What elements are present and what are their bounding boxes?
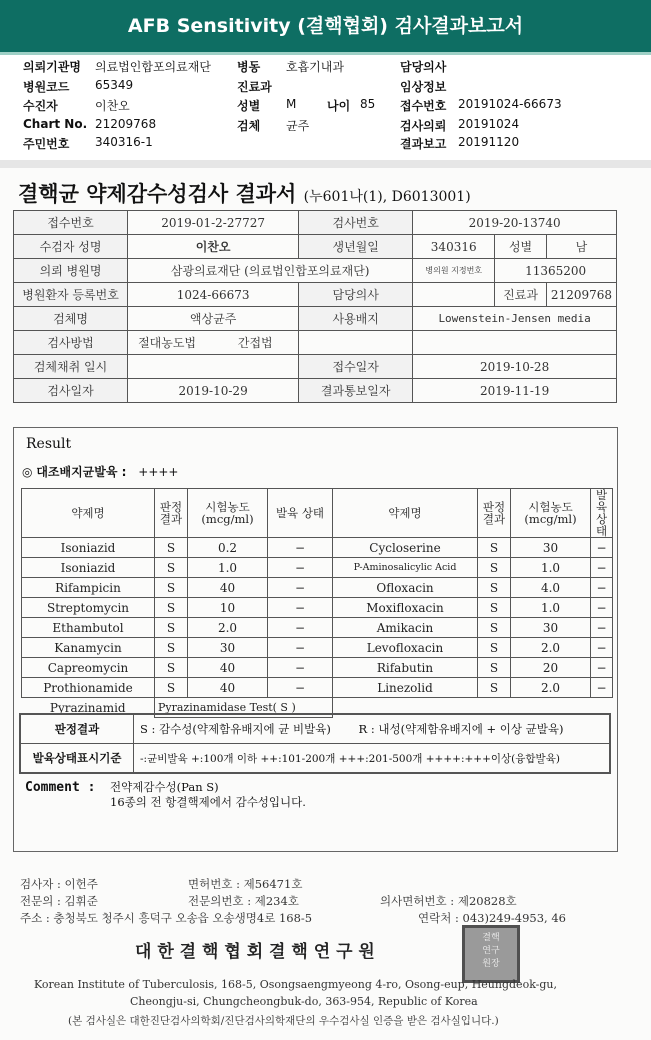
comment-label: Comment :	[25, 780, 96, 795]
address-english: Korean Institute of Tuberculosis, 168-5, Osongsaengmyeong 4-ro, Osong-eup, Heungdeok-gu,	[34, 978, 558, 991]
method-a: 절대농도법	[138, 336, 197, 350]
info-label: 성별	[495, 235, 547, 259]
concentration: 40	[188, 578, 268, 598]
section-divider	[0, 160, 651, 168]
exam-no: 2019-20-13740	[413, 211, 617, 235]
info-label: 검체채취 일시	[14, 355, 128, 379]
col-header: 판정 결과	[155, 489, 188, 538]
concentration: 2.0	[511, 678, 591, 698]
header-label: 임상정보	[400, 80, 447, 94]
drug-name: Ethambutol	[22, 618, 155, 638]
growth: −	[268, 558, 333, 578]
method-b: 간접법	[237, 336, 273, 350]
control-growth	[22, 463, 178, 480]
specialist-no: 전문의번호 : 제234호	[188, 894, 299, 908]
receive-date: 2019-10-28	[413, 355, 617, 379]
drug-name: P-Aminosalicylic Acid	[333, 558, 478, 578]
drug-name: Moxifloxacin	[333, 598, 478, 618]
patient-name: 이찬오	[128, 235, 299, 259]
growth: −	[591, 638, 613, 658]
header-label: 진료과	[237, 80, 272, 94]
concentration: 1.0	[188, 558, 268, 578]
doctor-license: 의사면허번호 : 제20828호	[380, 894, 517, 908]
legend-growth: -:균비발육 +:100개 이하 ++:101-200개 +++:201-500개 ++++:+++이상(융합발육)	[134, 744, 611, 774]
judgement: S	[155, 598, 188, 618]
medium: Lowenstein-Jensen media	[413, 307, 617, 331]
judgement: S	[478, 538, 511, 558]
col-header: 발육 상태	[591, 489, 613, 538]
growth: −	[268, 618, 333, 638]
header-label: 주민번호	[23, 137, 70, 151]
drug-name: Levofloxacin	[333, 638, 478, 658]
header-value: 85	[360, 97, 376, 111]
concentration: 1.0	[511, 558, 591, 578]
drug-name: Rifabutin	[333, 658, 478, 678]
blank-cell	[413, 331, 617, 355]
header-value: 의료법인합포의료재단	[95, 60, 211, 74]
sex: 남	[546, 235, 616, 259]
growth: −	[591, 578, 613, 598]
growth: −	[268, 578, 333, 598]
judgement: S	[478, 678, 511, 698]
header-value: 호흡기내과	[286, 60, 344, 74]
info-label: 검사방법	[14, 331, 128, 355]
growth: −	[591, 558, 613, 578]
header-value: M	[286, 97, 297, 111]
concentration: 2.0	[511, 638, 591, 658]
header-value: 이찬오	[95, 99, 130, 113]
table-row	[22, 578, 613, 598]
specimen: 액상균주	[128, 307, 299, 331]
info-label: 사용배지	[299, 307, 413, 331]
legend-label: 판정결과	[20, 714, 134, 744]
report-date: 2019-11-19	[413, 379, 617, 403]
info-label: 수검자 성명	[14, 235, 128, 259]
drug-name: Ofloxacin	[333, 578, 478, 598]
tester-license: 면허번호 : 제56471호	[188, 877, 303, 891]
tester: 검사자 : 이헌주	[20, 877, 98, 891]
judgement: S	[478, 598, 511, 618]
header-label: 담당의사	[400, 60, 447, 74]
header-label: 성별	[237, 99, 261, 113]
susceptibility-table	[21, 488, 613, 718]
col-header: 시험농도 (mcg/ml)	[511, 489, 591, 538]
dob: 340316	[413, 235, 495, 259]
certification-note: (본 검사실은 대한진단검사의학회/진단검사의학재단의 우수검사실 인증을 받은 검사실입니다.)	[68, 1015, 499, 1027]
official-seal: 결핵 연구 원장	[462, 925, 520, 983]
comment-line: 16종의 전 항결핵제에서 감수성입니다.	[110, 795, 306, 809]
drug-name: Capreomycin	[22, 658, 155, 678]
header-label: 의뢰기관명	[23, 60, 81, 74]
growth: −	[268, 678, 333, 698]
judgement: S	[478, 618, 511, 638]
concentration: 40	[188, 658, 268, 678]
growth-value: ++++	[138, 465, 179, 479]
table-row	[22, 558, 613, 578]
growth: −	[591, 658, 613, 678]
drug-name: Amikacin	[333, 618, 478, 638]
info-label: 접수일자	[299, 355, 413, 379]
header-label: 병동	[237, 60, 261, 74]
table-row	[22, 658, 613, 678]
report-banner: AFB Sensitivity (결핵협회) 검사결과보고서	[0, 0, 651, 55]
growth: −	[268, 638, 333, 658]
concentration: 4.0	[511, 578, 591, 598]
info-label: 검사일자	[14, 379, 128, 403]
concentration: 30	[511, 538, 591, 558]
header-label: Chart No.	[23, 117, 88, 131]
table-row	[22, 618, 613, 638]
header-label: 나이	[327, 99, 351, 113]
address: 주소 : 충청북도 청주시 흥덕구 오송읍 오송생명4로 168-5	[20, 911, 313, 925]
growth: −	[591, 598, 613, 618]
dept: 21209768	[546, 283, 616, 307]
info-label: 생년월일	[299, 235, 413, 259]
collect-date	[128, 355, 299, 379]
header-value: 20191024	[458, 117, 520, 131]
judgement: S	[155, 558, 188, 578]
header-label: 결과보고	[400, 137, 447, 151]
info-label: 접수번호	[14, 211, 128, 235]
col-header: 시험농도 (mcg/ml)	[188, 489, 268, 538]
doctor	[413, 283, 495, 307]
info-label: 진료과	[495, 283, 547, 307]
judgement: S	[478, 558, 511, 578]
drug-name: Streptomycin	[22, 598, 155, 618]
drug-name: Prothionamide	[22, 678, 155, 698]
judgement: S	[478, 578, 511, 598]
header-value: 21209768	[95, 117, 157, 131]
judgement: S	[155, 618, 188, 638]
info-label: 검체명	[14, 307, 128, 331]
report-title	[18, 178, 471, 208]
header-value: 균주	[286, 119, 310, 133]
result-label: Result	[26, 436, 72, 452]
drug-name: Pyrazinamid	[49, 700, 126, 715]
col-header: 약제명	[333, 489, 478, 538]
judgement: S	[478, 658, 511, 678]
drug-name: Linezolid	[333, 678, 478, 698]
drug-name: Isoniazid	[22, 538, 155, 558]
concentration: 1.0	[511, 598, 591, 618]
blank-cell	[299, 331, 413, 355]
patient-info-table	[13, 210, 617, 403]
growth: −	[268, 658, 333, 678]
table-row	[22, 598, 613, 618]
judgement: S	[155, 658, 188, 678]
report-code: (누601나(1), D6013001)	[303, 189, 471, 205]
legend-r: R : 내성(약제함유배지에 + 이상 균발육)	[358, 722, 564, 736]
table-row	[22, 538, 613, 558]
test-date: 2019-10-29	[128, 379, 299, 403]
concentration: 2.0	[188, 618, 268, 638]
header-value: 20191024-66673	[458, 97, 562, 111]
address-english: Cheongju-si, Chungcheongbuk-do, 363-954, Republic of Korea	[130, 995, 478, 1008]
table-row	[22, 638, 613, 658]
judgement: S	[155, 538, 188, 558]
header-value: 65349	[95, 78, 134, 92]
growth: −	[591, 538, 613, 558]
info-label: 병의원 지정번호	[413, 259, 495, 283]
info-label: 담당의사	[299, 283, 413, 307]
col-header: 발육 상태	[268, 489, 333, 538]
legend-table	[19, 713, 611, 774]
hospital-no: 11365200	[495, 259, 617, 283]
concentration: 20	[511, 658, 591, 678]
table-row	[22, 678, 613, 698]
receipt-no: 2019-01-2-27727	[128, 211, 299, 235]
header-value: 340316-1	[95, 135, 153, 149]
concentration: 30	[188, 638, 268, 658]
col-header: 약제명	[22, 489, 155, 538]
judgement: S	[478, 638, 511, 658]
info-label: 병원환자 등록번호	[14, 283, 128, 307]
growth: −	[268, 538, 333, 558]
growth: −	[268, 598, 333, 618]
legend-s: S : 감수성(약제함유배지에 균 비발육)	[140, 722, 331, 736]
header-label: 수진자	[23, 99, 58, 113]
bullseye-icon: ◎	[22, 465, 33, 479]
concentration: 10	[188, 598, 268, 618]
comment-line: 전약제감수성(Pan S)	[110, 780, 219, 794]
growth: −	[591, 678, 613, 698]
specialist: 전문의 : 김휘준	[20, 894, 98, 908]
concentration: 40	[188, 678, 268, 698]
header-value: 20191120	[458, 135, 520, 149]
pza-test: Pyrazinamidase Test( S )	[155, 698, 333, 718]
report-title-text: 결핵균 약제감수성검사 결과서	[18, 181, 297, 206]
judgement: S	[155, 678, 188, 698]
judgement: S	[155, 638, 188, 658]
concentration: 30	[511, 618, 591, 638]
hospital: 삼광의료재단 (의료법인합포의료재단)	[128, 259, 413, 283]
header-label: 검사의뢰	[400, 119, 447, 133]
drug-name: Kanamycin	[22, 638, 155, 658]
col-header: 판정 결과	[478, 489, 511, 538]
header-label: 접수번호	[400, 99, 447, 113]
drug-name: Cycloserine	[333, 538, 478, 558]
drug-name: Rifampicin	[22, 578, 155, 598]
growth-label: 대조배지균발육 :	[36, 465, 127, 479]
header-label: 검체	[237, 119, 261, 133]
legend-label: 발육상태표시기준	[20, 744, 134, 774]
drug-name: Isoniazid	[22, 558, 155, 578]
growth: −	[591, 618, 613, 638]
concentration: 0.2	[188, 538, 268, 558]
contact: 연락처 : 043)249-4953, 46	[418, 911, 566, 925]
patient-no: 1024-66673	[128, 283, 299, 307]
header-label: 병원코드	[23, 80, 70, 94]
info-label: 의뢰 병원명	[14, 259, 128, 283]
judgement: S	[155, 578, 188, 598]
org-name: 대 한 결 핵 협 회 결 핵 연 구 원	[135, 942, 375, 962]
info-label: 결과통보일자	[299, 379, 413, 403]
info-label: 검사번호	[299, 211, 413, 235]
